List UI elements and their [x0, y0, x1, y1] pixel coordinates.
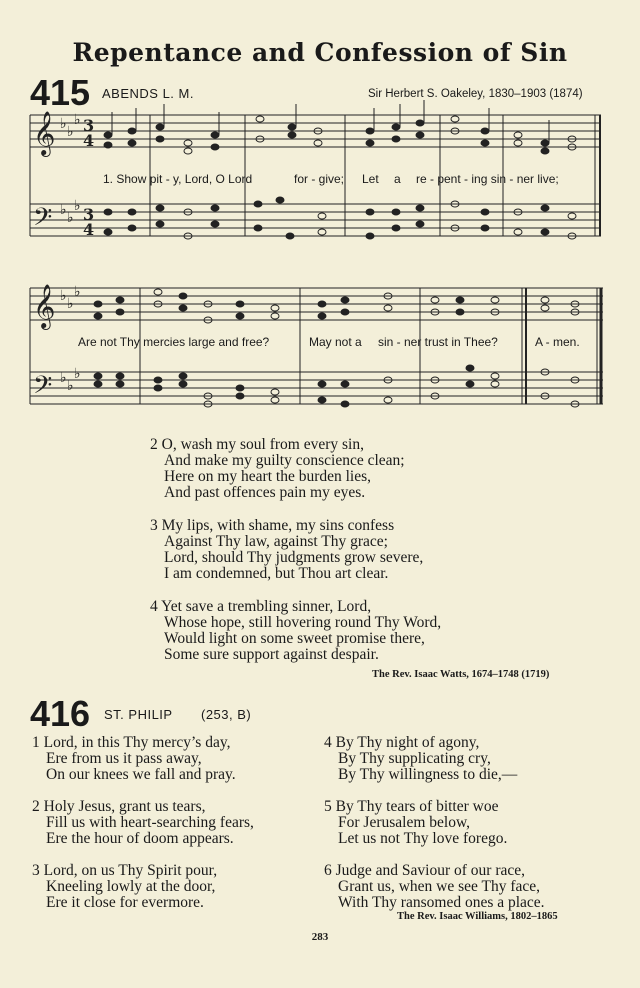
lyric-line-2d: A - men. — [535, 335, 580, 349]
svg-text:4: 4 — [83, 131, 95, 150]
verse-number: 1 — [32, 734, 40, 751]
verse-line: Judge and Saviour of our race, — [335, 862, 526, 879]
page-number: 283 — [311, 931, 329, 943]
verse-line: On our knees we fall and pray. — [46, 766, 236, 783]
lyric-line-1c: Let — [362, 172, 379, 186]
verse-number: 4 — [150, 598, 158, 615]
svg-text:♭: ♭ — [74, 112, 81, 128]
svg-text:𝄢: 𝄢 — [33, 371, 53, 406]
verse-number: 3 — [32, 862, 40, 879]
verse-416-3 — [32, 863, 217, 911]
lyric-line-2c: sin - ner trust in Thee? — [378, 335, 498, 349]
music-staff-system-1 — [0, 0, 640, 420]
lyric-line-1b: for - give; — [294, 172, 345, 186]
tune-name-415: ABENDS L. M. — [102, 86, 194, 101]
verse-line: By Thy supplicating cry, — [338, 750, 491, 767]
verse-line: Ere it close for evermore. — [46, 894, 204, 911]
verse-line: By Thy tears of bitter woe — [335, 798, 499, 815]
lyric-line-1a: 1. Show pit - y, Lord, O Lord — [103, 172, 253, 186]
verse-line: By Thy night of agony, — [335, 734, 480, 751]
verse-line: Against Thy law, against Thy grace; — [164, 533, 388, 550]
author-credit-415: The Rev. Isaac Watts, 1674–1748 (1719) — [372, 669, 550, 680]
verse-number: 4 — [324, 734, 332, 751]
verse-line: And past offences pain my eyes. — [164, 484, 366, 501]
lyric-line-2b: May not a — [309, 335, 362, 349]
verse-line: O, wash my soul from every sin, — [161, 436, 364, 453]
verse-line: Kneeling lowly at the door, — [46, 878, 216, 895]
svg-text:♭: ♭ — [60, 202, 67, 218]
verse-line: Lord, in this Thy mercy’s day, — [43, 734, 231, 751]
verse-line: Ere from us it pass away, — [46, 750, 202, 767]
svg-text:4: 4 — [83, 220, 95, 239]
svg-text:♭: ♭ — [60, 370, 67, 386]
tune-name-416: ST. PHILIP — [104, 707, 173, 722]
svg-text:𝄞: 𝄞 — [33, 284, 56, 328]
verse-line: Whose hope, still hovering round Thy Word, — [164, 614, 442, 631]
svg-text:♭: ♭ — [60, 116, 67, 132]
svg-text:3: 3 — [83, 116, 95, 135]
hymn-number-415: 415 — [30, 72, 91, 113]
verse-line: Fill us with heart-searching fears, — [46, 814, 254, 831]
author-credit-416: The Rev. Isaac Williams, 1802–1865 — [397, 911, 558, 922]
lyric-line-1e: re - pent - ing sin - ner live; — [416, 172, 559, 186]
verse-line: Holy Jesus, grant us tears, — [43, 798, 206, 815]
verse-416-4 — [324, 735, 517, 783]
verse-line: Ere the hour of doom appears. — [46, 830, 234, 847]
verse-line: Here on my heart the burden lies, — [164, 468, 372, 485]
verse-415-2 — [150, 437, 405, 501]
verse-line: Grant us, when we see Thy face, — [338, 878, 540, 895]
verse-line: I am condemned, but Thou art clear. — [164, 565, 389, 582]
svg-text:♭: ♭ — [67, 210, 74, 226]
verse-line: My lips, with shame, my sins confess — [161, 517, 395, 534]
composer-credit-415: Sir Herbert S. Oakeley, 1830–1903 (1874) — [368, 88, 583, 100]
svg-text:♭: ♭ — [74, 366, 81, 382]
svg-text:𝄢: 𝄢 — [33, 203, 53, 238]
verse-line: With Thy ransomed ones a place. — [338, 894, 545, 911]
lyric-line-1d: a — [394, 172, 401, 186]
verse-line: Lord, should Thy judgments grow severe, — [164, 549, 424, 566]
verse-line: Yet save a trembling sinner, Lord, — [161, 598, 372, 615]
svg-text:3: 3 — [83, 205, 95, 224]
svg-text:𝄞: 𝄞 — [33, 111, 56, 155]
verse-416-6 — [324, 863, 545, 911]
verse-number: 5 — [324, 798, 332, 815]
verse-line: Lord, on us Thy Spirit pour, — [43, 862, 218, 879]
hymn-number-416: 416 — [30, 693, 91, 734]
svg-text:♭: ♭ — [67, 124, 74, 140]
verse-number: 2 — [150, 436, 158, 453]
verse-416-2 — [32, 799, 254, 847]
verse-number: 6 — [324, 862, 332, 879]
verse-line: For Jerusalem below, — [338, 814, 471, 831]
verse-number: 2 — [32, 798, 40, 815]
verse-line: Would light on some sweet promise there, — [164, 630, 425, 647]
lyric-line-2a: Are not Thy mercies large and free? — [78, 335, 270, 349]
verse-415-3 — [150, 518, 423, 582]
svg-text:♭: ♭ — [74, 198, 81, 214]
svg-text:♭: ♭ — [60, 288, 67, 304]
verse-line: By Thy willingness to die,— — [338, 766, 518, 783]
section-title: Repentance and Confession of Sin — [72, 38, 568, 67]
verse-number: 3 — [150, 517, 158, 534]
svg-text:♭: ♭ — [67, 378, 74, 394]
verse-416-5 — [324, 799, 507, 847]
tune-reference-416: (253, B) — [201, 707, 252, 722]
svg-text:♭: ♭ — [67, 296, 74, 312]
svg-text:♭: ♭ — [74, 284, 81, 300]
verse-line: Some sure support against despair. — [164, 646, 379, 663]
verse-line: And make my guilty conscience clean; — [164, 452, 405, 469]
verse-line: Let us not Thy love forego. — [338, 830, 508, 847]
verse-416-1 — [32, 735, 236, 783]
verse-415-4 — [150, 599, 441, 663]
